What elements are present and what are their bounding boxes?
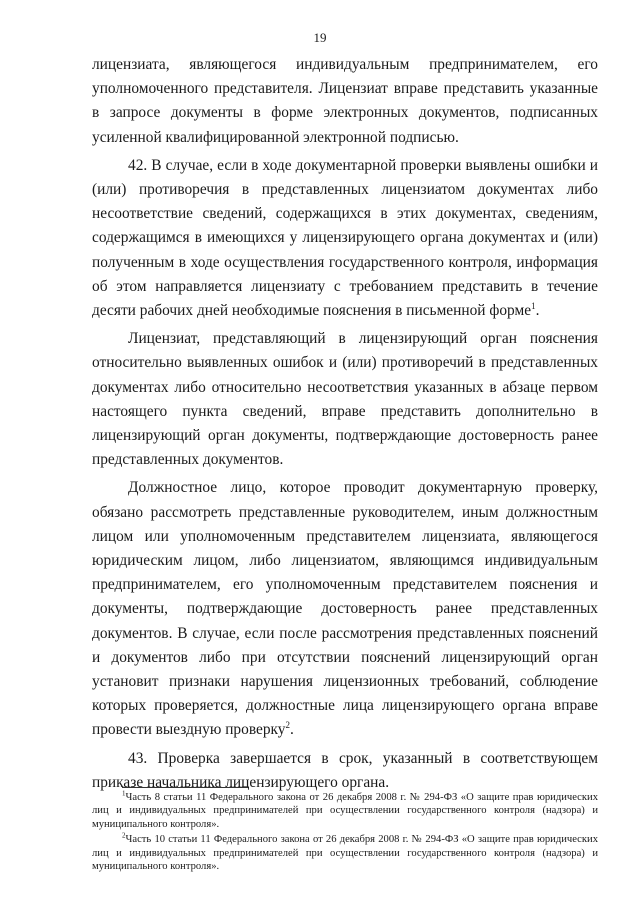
footnote-separator	[122, 787, 248, 788]
footnote-mark: 1	[122, 789, 126, 798]
footnote-mark: 2	[122, 831, 126, 840]
page-number: 19	[313, 30, 327, 45]
paragraph-text: Должностное лицо, которое проводит документарную проверку, обязано рассмотреть представленные руководителем, иным должностным лицом или уполномоченным представителем лицензиата, являющегося юридическим лицом, либо лицензиатом, являющимся индивидуальным предпринимателем, его уполномоченным представителем пояснения и документы, подтверждающие достоверность ранее представленных документов. В случае, если после рассмотрения представленных пояснений и документов либо при отсутствии пояснений лицензирующий орган установит признаки нарушения лицензионных требований, соблюдение которых проверяется, должностные лица лицензирующего органа вправе провести выездную проверку	[92, 479, 598, 739]
footnote-2	[92, 833, 598, 873]
paragraph-suffix: .	[535, 302, 540, 320]
paragraph-official-review	[92, 476, 598, 742]
footnote-1	[92, 791, 598, 831]
paragraph-text: лицензиата, являющегося индивидуальным предпринимателем, его уполномоченного представителя. Лицензиат вправе представить указанные в запросе документы в форме электронных документов, подписанных усиленной квалифицированной электронной подписью.	[92, 56, 598, 146]
paragraph-licensee-explanations	[92, 327, 598, 472]
footnote-reference: 1	[531, 300, 536, 311]
paragraph-text: 43. Проверка завершается в срок, указанный в соответствующем приказе начальника лицензирующего органа.	[92, 749, 598, 791]
document-body	[92, 53, 598, 798]
paragraph-text: Лицензиат, представляющий в лицензирующий орган пояснения относительно выявленных ошибок и (или) противоречий в представленных документах либо относительно несоответствия указанных в абзаце первом настоящего пункта сведений, вправе представить дополнительно в лицензирующий орган документы, подтверждающие достоверность ранее представленных документов.	[92, 330, 598, 469]
paragraph-suffix: .	[289, 721, 294, 739]
footnote-text: Часть 10 статьи 11 Федерального закона от 26 декабря 2008 г. № 294-ФЗ «О защите прав юридических лиц и индивидуальных предпринимателей при осуществлении государственного контроля (надзора) и муниципального контроля».	[92, 834, 598, 873]
paragraph-text: 42. В случае, если в ходе документарной проверки выявлены ошибки и (или) противоречия в представленных лицензиатом документах либо несоответствие сведений, содержащихся в этих документах, сведениям, содержащимся в имеющихся у лицензирующего органа документах и (или) полученным в ходе осуществления государственного контроля, информация об этом направляется лицензиату с требованием представить в течение десяти рабочих дней необходимые пояснения в письменной форме	[92, 156, 598, 320]
footnotes	[92, 791, 598, 875]
footnote-reference: 2	[285, 720, 290, 731]
paragraph-continuation	[92, 53, 598, 150]
paragraph-item-42	[92, 154, 598, 323]
footnote-text: Часть 8 статьи 11 Федерального закона от 26 декабря 2008 г. № 294-ФЗ «О защите прав юридических лиц и индивидуальных предпринимателей при осуществлении государственного контроля (надзора) и муниципального контроля».	[92, 792, 598, 830]
